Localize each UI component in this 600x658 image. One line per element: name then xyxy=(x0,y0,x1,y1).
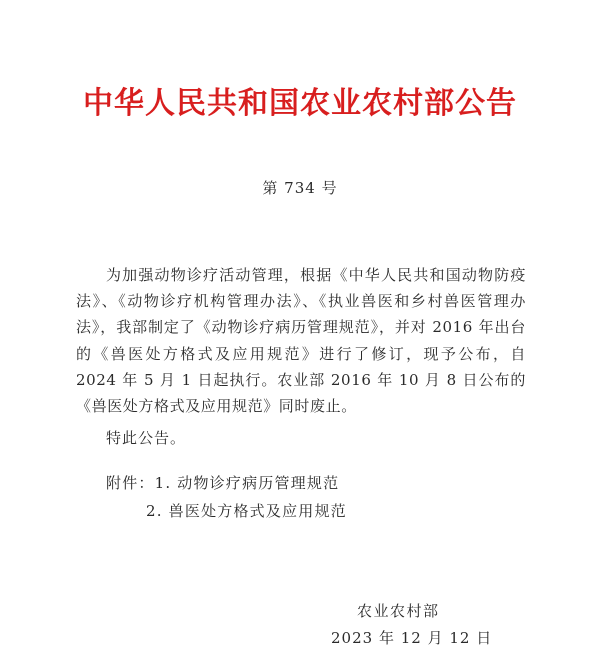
announcement-title: 中华人民共和国农业农村部公告 xyxy=(83,86,517,121)
announcement-body: 为加强动物诊疗活动管理，根据《中华人民共和国动物防疫法》、《动物诊疗机构管理办法》、《执业兽医和乡村兽医管理办法》，我部制定了《动物诊疗病历管理规范》，并对 2016 年出台的《兽医处方格式及应用规范》进行了修订，现予公布，自 2024 年 5 月 1 日起执行。农业部 2016 年 10 月 8 日公布的《兽医处方格式及应用规范》同时废止。 xyxy=(76,266,526,416)
attachment-item-1: 附件：1. 动物诊疗病历管理规范 xyxy=(106,474,340,492)
issuing-authority: 农业农村部 xyxy=(357,602,440,620)
issue-date: 2023 年 12 月 12 日 xyxy=(331,629,493,647)
attachment-item-2: 2. 兽医处方格式及应用规范 xyxy=(146,502,347,520)
closing-notice: 特此公告。 xyxy=(106,429,187,447)
document-number: 第 734 号 xyxy=(262,179,338,197)
